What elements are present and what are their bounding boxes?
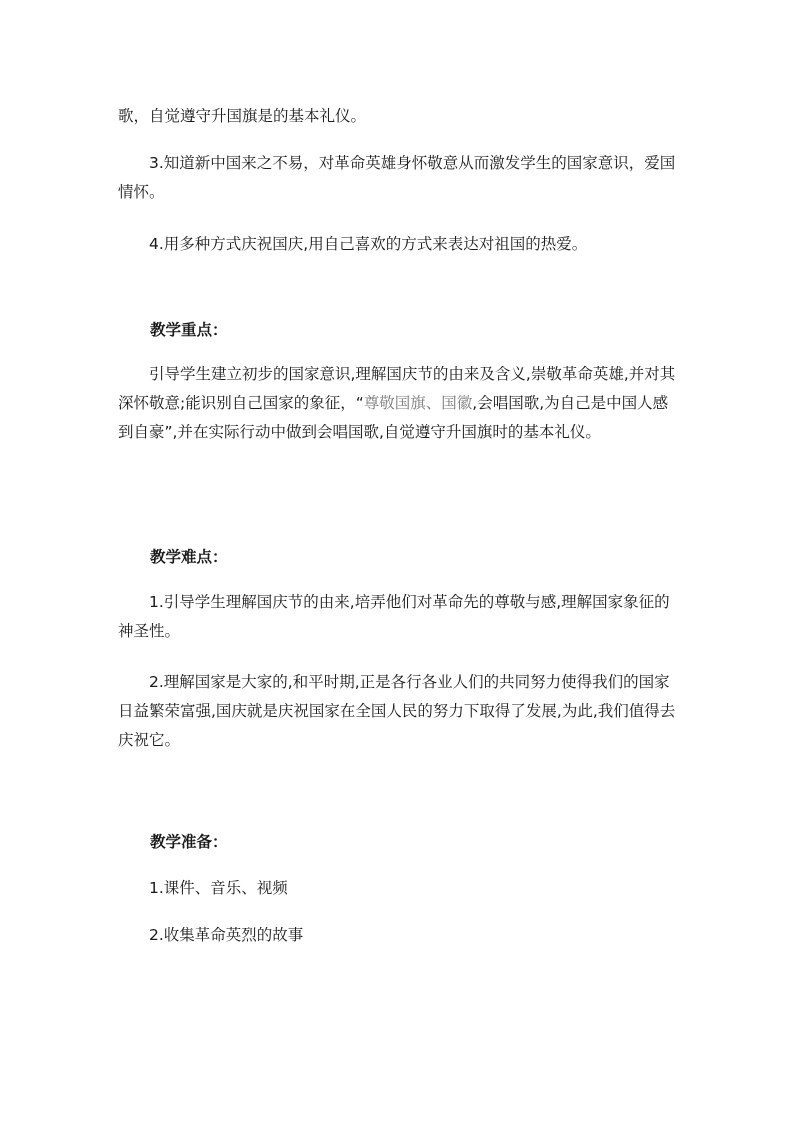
difficulties-item-2: 2.理解国家是大家的,和平时期,正是各行各业人们的共同努力使得我们的国家日益繁荣富强,国庆就是庆祝国家在全国人民的努力下取得了发展,为此,我们值得去庆祝它。 (118, 673, 676, 749)
key-points-text-1: 引导学生建立初步的国家意识,理解国庆节的由来及含义,崇敬革命英雄,并对其深怀敬意;能识别自己国家的象征，“ (118, 365, 676, 412)
preparation-item-2: 2.收集革命英烈的故事 (149, 926, 304, 944)
objective-item-4: 4.用多种方式庆祝国庆,用自己喜欢的方式来表达对祖国的热爱。 (149, 235, 588, 253)
difficulties-heading: 教学难点： (150, 548, 228, 566)
key-points-quote-highlight: 尊敬国旗、国徽 (363, 394, 473, 412)
difficulties-item-1: 1.引导学生理解国庆节的由来,培弄他们对革命先的尊敬与感,理解国家象征的神圣性。 (118, 593, 670, 640)
preparation-heading: 教学准备： (150, 833, 228, 851)
objective-item-3: 3.知道新中国来之不易，对革命英雄身怀敬意从而激发学生的国家意识，爱国情怀。 (118, 154, 676, 201)
key-points-paragraph (118, 360, 680, 447)
preparation-item-1: 1.课件、音乐、视频 (149, 879, 288, 897)
objective-item-2-continuation: 歌，自觉遵守升国旗是的基本礼仪。 (118, 107, 367, 125)
key-points-text-2: ,会唱国歌,为自己是中国人感到自豪”,并在实际行动中做到会唱国歌,自觉遵守升国旗时的基本礼仪。 (118, 394, 669, 441)
key-points-heading: 教学重点： (150, 321, 228, 339)
